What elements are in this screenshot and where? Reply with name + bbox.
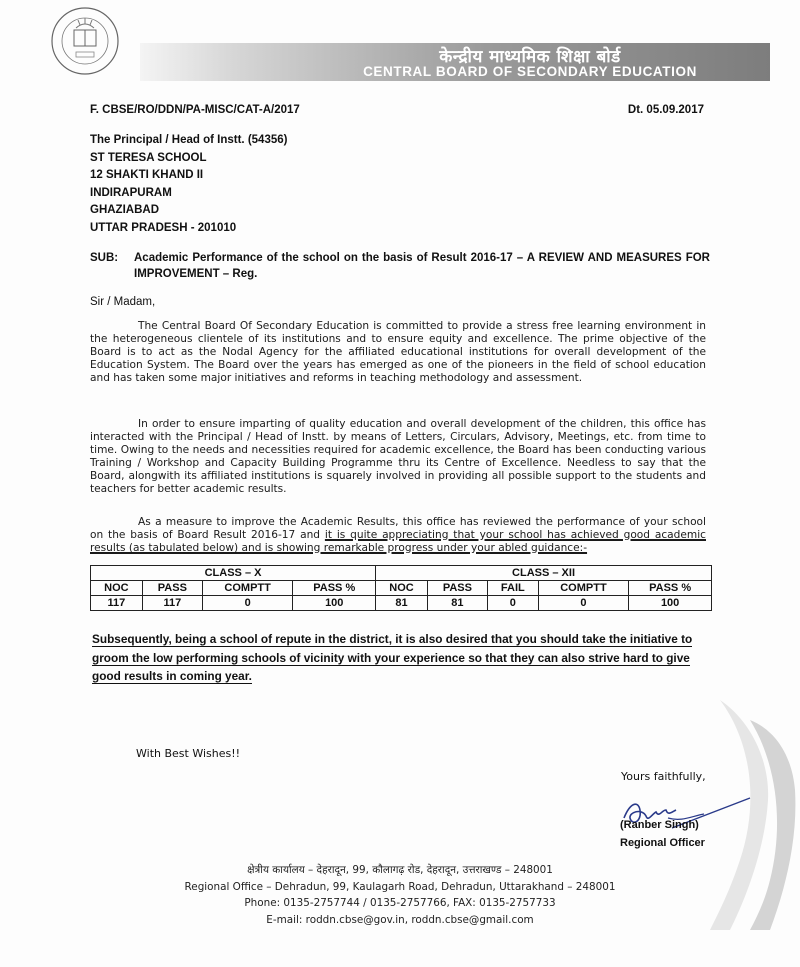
signatory-title: Regional Officer bbox=[620, 837, 705, 849]
footer-phone: Phone: 0135-2757744 / 0135-2757766, FAX: 0135-2757733 bbox=[244, 897, 556, 909]
reference-number: F. CBSE/RO/DDN/PA-MISC/CAT-A/2017 bbox=[90, 104, 300, 116]
footer-address bbox=[140, 862, 660, 928]
improvement-note bbox=[92, 630, 712, 686]
note-text: Subsequently, being a school of repute in the district, it is also desired that you should take the initiative to groom the low performing schools of vicinity with your experience so that they can also strive hard to give good results in coming year. bbox=[92, 632, 693, 683]
paragraph-3-underlined: it is quite appreciating that your school has achieved good academic results (as tabulated below) and is showing remarkable progress under your abled guidance:- bbox=[90, 529, 706, 555]
body-paragraph-1: The Central Board Of Secondary Education is committed to provide a stress free learning environment in the heterogeneous clientele of its institutions and to ensure equity and excellence. The prime objective of the Board is to act as the Nodal Agency for the affiliated educational institutions for overall development of the Education System. The Board over the years has emerged as one of the pioneers in the field of school education and has taken some major initiatives and reforms in teaching methodology and assessment. bbox=[90, 320, 706, 385]
address-line: UTTAR PRADESH - 201010 bbox=[90, 221, 237, 234]
column-header: COMPTT bbox=[538, 581, 629, 596]
column-header: NOC bbox=[376, 581, 428, 596]
column-header: FAIL bbox=[487, 581, 538, 596]
header-banner bbox=[140, 43, 770, 81]
board-name-english: CENTRAL BOARD OF SECONDARY EDUCATION bbox=[363, 64, 697, 79]
column-header: PASS bbox=[142, 581, 202, 596]
footer-english-address: Regional Office – Dehradun, 99, Kaulagarh Road, Dehradun, Uttarakhand – 248001 bbox=[184, 880, 616, 893]
subject bbox=[90, 250, 710, 282]
results-table bbox=[90, 565, 712, 611]
column-header: PASS % bbox=[629, 581, 712, 596]
table-cell: 81 bbox=[427, 596, 487, 611]
table-row bbox=[91, 596, 712, 611]
closing-wishes: With Best Wishes!! bbox=[136, 747, 241, 760]
address-line: 12 SHAKTI KHAND II bbox=[90, 169, 204, 181]
table-cell: 117 bbox=[91, 596, 143, 611]
column-header: PASS bbox=[427, 581, 487, 596]
column-header: NOC bbox=[91, 581, 143, 596]
table-cell: 0 bbox=[487, 596, 538, 611]
address-line: The Principal / Head of Instt. (54356) bbox=[90, 134, 288, 146]
subject-text: Academic Performance of the school on the basis of Result 2016-17 – A REVIEW AND MEASURES FOR IMPROVEMENT – Reg. bbox=[134, 252, 710, 280]
class-xii-header: CLASS – XII bbox=[376, 566, 712, 581]
table-cell: 0 bbox=[202, 596, 293, 611]
column-header: PASS % bbox=[293, 581, 376, 596]
column-header: COMPTT bbox=[202, 581, 293, 596]
body-paragraph-2: In order to ensure imparting of quality education and overall development of the children, this office has interacted with the Principal / Head of Instt. by means of Letters, Circulars, Advisory, Meetings, etc. from time to time. Owing to the needs and necessities required for academic excellence, the Board has been conducting various Training / Workshop and Capacity Building Programme thru its Centre of Excellence. Needless to say that the Board, alongwith its affiliated institutions is squarely involved in providing all possible support to the students and teachers for better academic results. bbox=[90, 418, 706, 496]
salutation: Sir / Madam, bbox=[90, 296, 156, 308]
paragraph-3-text: As a measure to improve the Academic Results, this office has reviewed the performance of your school on the basis of Board Result 2016-17 and bbox=[90, 516, 706, 542]
address-line: GHAZIABAD bbox=[90, 204, 159, 216]
address-line: INDIRAPURAM bbox=[90, 186, 172, 199]
footer-email: E-mail: roddn.cbse@gov.in, roddn.cbse@gmail.com bbox=[266, 913, 534, 926]
cbse-logo bbox=[50, 6, 120, 76]
letter-date: Dt. 05.09.2017 bbox=[627, 104, 704, 116]
table-header-row bbox=[91, 581, 712, 596]
board-name-hindi: केन्द्रीय माध्यमिक शिक्षा बोर्ड bbox=[439, 47, 621, 67]
recipient-address bbox=[90, 132, 287, 237]
address-line: ST TERESA SCHOOL bbox=[90, 151, 207, 164]
signatory-name: (Ranber Singh) bbox=[620, 819, 699, 831]
yours-faithfully: Yours faithfully, bbox=[621, 770, 706, 783]
table-cell: 100 bbox=[293, 596, 376, 611]
class-x-header: CLASS – X bbox=[91, 566, 376, 581]
table-cell: 81 bbox=[376, 596, 428, 611]
footer-hindi-address: क्षेत्रीय कार्यालय – देहरादून, 99, कौलागढ़ रोड, देहरादून, उत्तराखण्ड – 248001 bbox=[247, 864, 553, 876]
table-cell: 117 bbox=[142, 596, 202, 611]
table-cell: 100 bbox=[629, 596, 712, 611]
table-cell: 0 bbox=[538, 596, 629, 611]
subject-label: SUB: bbox=[90, 252, 119, 264]
body-paragraph-3 bbox=[90, 516, 706, 555]
signatory-block bbox=[620, 816, 705, 852]
